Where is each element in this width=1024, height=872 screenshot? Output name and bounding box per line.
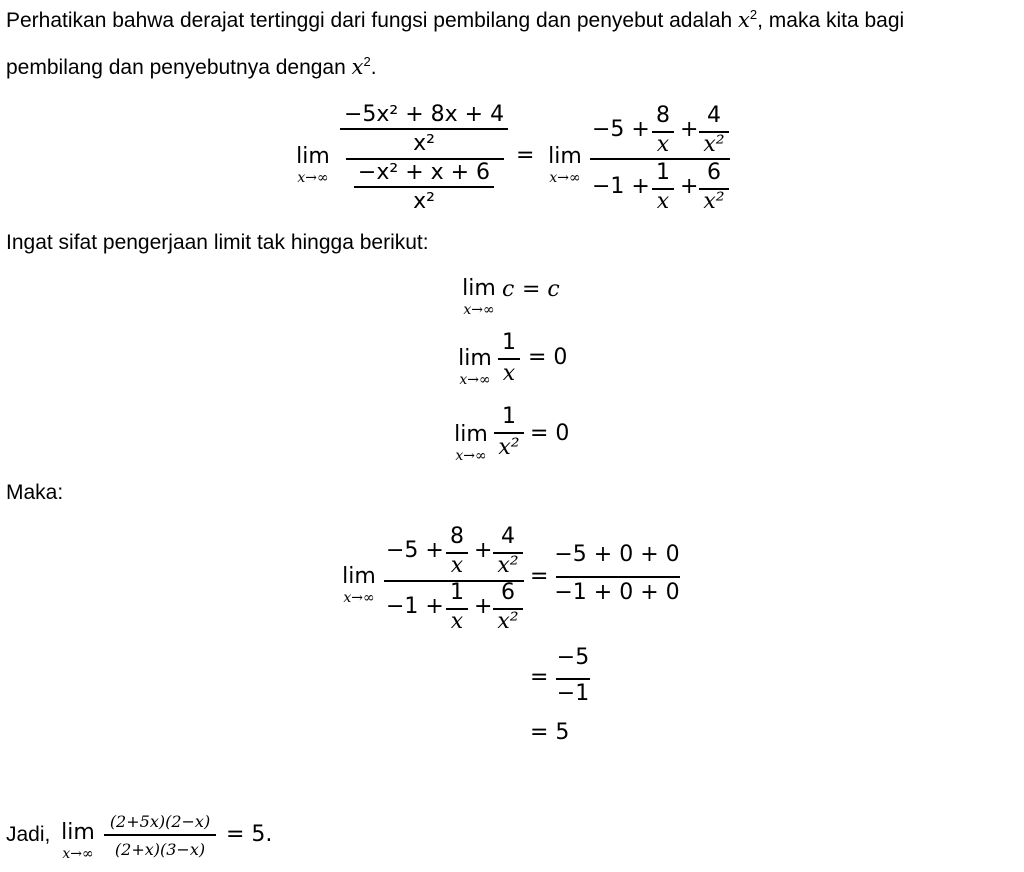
rule3-lim: [444, 424, 498, 463]
lim-sub-rhs: x→∞: [549, 170, 581, 186]
rhs-frac4-den: x²: [703, 189, 725, 214]
rhs-frac3-den: x: [656, 189, 670, 214]
rule3-num: 1: [502, 404, 516, 429]
step1-bot-rule: [354, 186, 494, 188]
rule2-eq: = 0: [528, 345, 568, 370]
step2-frac4-den: x²: [497, 609, 519, 634]
rhs-den-a: −1 +: [592, 174, 650, 199]
lim-word: lim: [296, 144, 330, 169]
rules-intro: Ingat sifat pengerjaan limit tak hingga berikut:: [6, 231, 429, 254]
maka-label: Maka:: [6, 481, 64, 504]
rhs-plus2: +: [680, 174, 699, 199]
step2-lim-sub: x→∞: [343, 590, 375, 606]
intro-line-2-exp: 2: [363, 54, 371, 69]
rhs-frac4-num: 6: [707, 160, 721, 185]
rhs-num-a: −5 +: [592, 117, 650, 142]
intro-line-2-var: x: [351, 55, 364, 79]
step1-top-den: x²: [413, 131, 435, 156]
result2-num: −5: [556, 645, 590, 670]
step1-lim-rhs: [540, 146, 590, 185]
rhs-frac1-den: x: [656, 132, 670, 157]
step2-plus1: +: [474, 538, 493, 563]
step2-lim: [334, 566, 384, 605]
lim-sub: x→∞: [297, 170, 329, 186]
step2-frac1-den: x: [450, 553, 464, 578]
result1-den: −1 + 0 + 0: [554, 580, 680, 605]
step2-eq2: =: [530, 665, 549, 690]
step2-frac3-num: 1: [450, 580, 464, 605]
intro-line-1-var: x: [738, 8, 750, 32]
intro-line-2-tail: .: [370, 56, 377, 79]
conclusion-tail: = 5.: [226, 822, 273, 847]
rule3-lim-sub: x→∞: [455, 448, 487, 464]
lim-word-rhs: lim: [548, 144, 582, 169]
result2-den: −1: [556, 681, 590, 706]
rhs-plus1: +: [680, 117, 699, 142]
rule1-eq: = c: [522, 277, 560, 302]
rhs-frac2-num: 4: [707, 103, 721, 128]
step2-den-a: −1 +: [386, 594, 444, 619]
result1-rule: [556, 576, 680, 578]
rule3-lim-word: lim: [454, 422, 488, 447]
rule1-lim-sub: x→∞: [463, 302, 495, 318]
conclusion-den: (2+x)(3−x): [114, 840, 206, 859]
rhs-frac2-den: x²: [703, 132, 725, 157]
rule3-eq: = 0: [530, 421, 570, 446]
rule1-lim-word: lim: [462, 276, 496, 301]
step1-equals: =: [516, 143, 535, 168]
step2-frac3-den: x: [450, 609, 464, 634]
rule2-lim-sub: x→∞: [459, 372, 491, 388]
rule2-den: x: [502, 361, 516, 386]
conclusion-lim: [56, 822, 100, 861]
conclusion-rule: [104, 834, 216, 836]
intro-line-1-tail: , maka kita bagi: [757, 9, 905, 32]
conclusion-lim-sub: x→∞: [62, 846, 94, 862]
intro-line-2-text: pembilang dan penyebutnya dengan: [6, 56, 346, 79]
step1-bot-den: x²: [413, 189, 435, 214]
step1-top-rule: [340, 128, 508, 130]
step1-lim: [288, 146, 338, 185]
result1-num: −5 + 0 + 0: [554, 542, 680, 567]
conclusion-prefix: Jadi,: [6, 823, 51, 846]
conclusion-lim-word: lim: [61, 820, 95, 845]
intro-line-1-text: Perhatikan bahwa derajat tertinggi dari fungsi pembilang dan penyebut adalah: [6, 9, 733, 32]
step2-lim-word: lim: [342, 564, 376, 589]
step2-frac4-num: 6: [501, 580, 515, 605]
step2-num-a: −5 +: [386, 538, 444, 563]
rule3-rule: [494, 432, 524, 434]
rule2-lim: [448, 348, 502, 387]
step2-plus2: +: [474, 594, 493, 619]
rule2-num: 1: [502, 330, 516, 355]
step2-frac2-num: 4: [501, 524, 515, 549]
rule1-lim: [452, 278, 506, 317]
step2-final: = 5: [530, 720, 570, 745]
step2-frac1-num: 8: [450, 524, 464, 549]
conclusion-num: (2+5x)(2−x): [109, 812, 211, 831]
rule2-lim-word: lim: [458, 346, 492, 371]
intro-line-2: [6, 55, 377, 80]
rhs-frac1-num: 8: [656, 103, 670, 128]
result2-rule: [556, 678, 590, 680]
intro-line-1-exp: 2: [749, 7, 758, 22]
step1-top-num: −5x² + 8x + 4: [343, 102, 505, 127]
step2-frac2-den: x²: [497, 553, 519, 578]
step2-eq1: =: [530, 564, 549, 589]
rule1-lhs: c: [502, 277, 515, 302]
rule3-den: x²: [498, 435, 520, 460]
step1-bot-num: −x² + x + 6: [357, 160, 491, 185]
rhs-frac3-num: 1: [656, 160, 670, 185]
rule2-rule: [498, 358, 520, 360]
intro-line-1: [6, 8, 904, 33]
